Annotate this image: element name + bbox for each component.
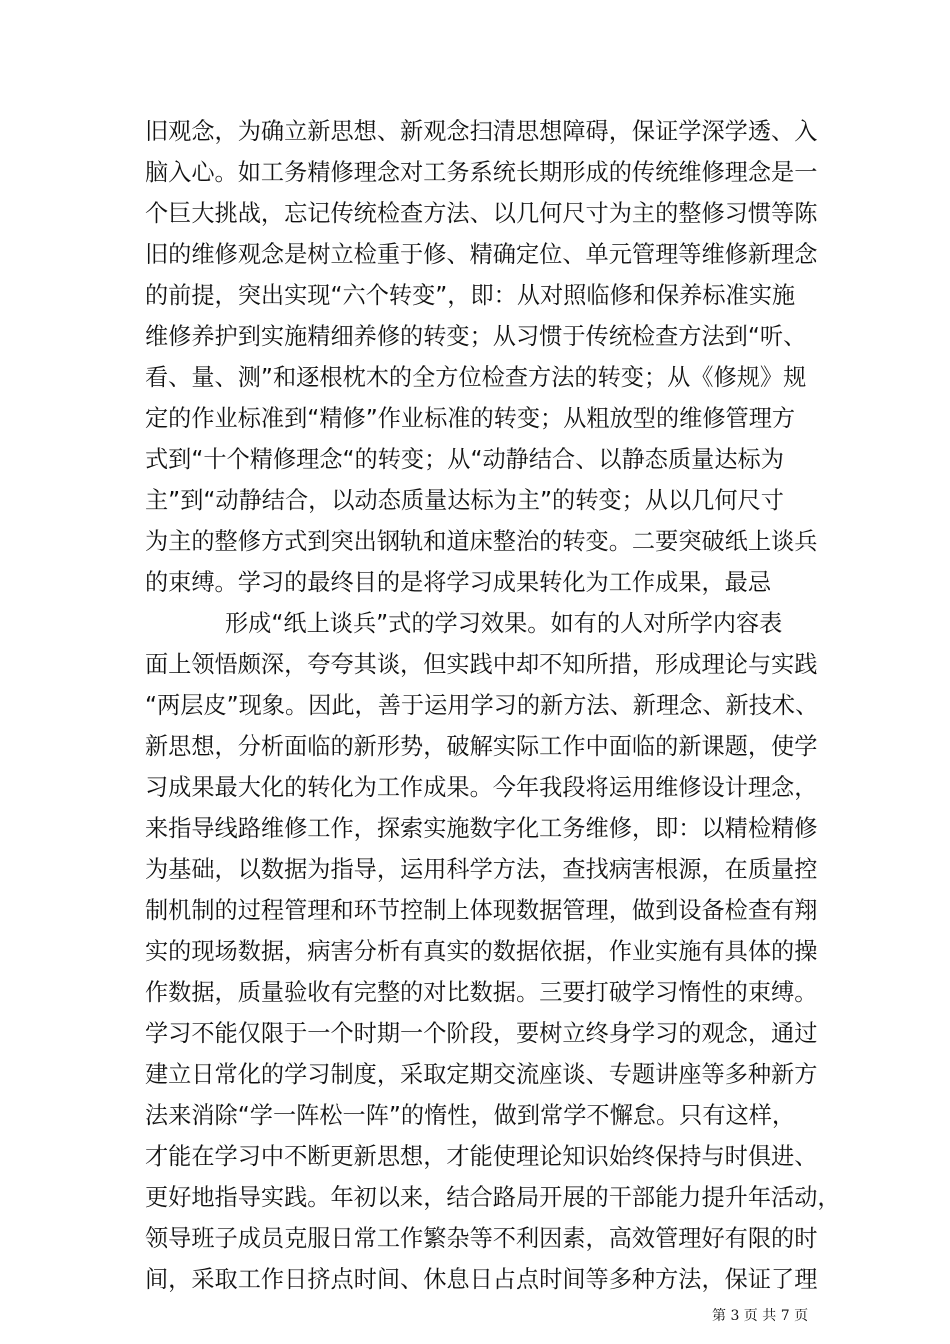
text-line-18: 来指导线路维修工作，探索实施数字化工务维修，即：以精检精修 bbox=[145, 815, 818, 842]
text-line-17: 习成果最大化的转化为工作成果。今年我段将运用维修设计理念， bbox=[145, 774, 818, 801]
text-line-26: 才能在学习中不断更新思想，才能使理论知识始终保持与时俱进、 bbox=[145, 1143, 818, 1170]
text-line-27: 更好地指导实践。年初以来，结合路局开展的干部能力提升年活动， bbox=[145, 1184, 841, 1211]
text-line-12: 的束缚。学习的最终目的是将学习成果转化为工作成果，最忌 bbox=[145, 569, 772, 596]
text-line-15: “两层皮”现象。因此，善于运用学习的新方法、新理念、新技术、 bbox=[145, 692, 819, 719]
text-line-3: 个巨大挑战，忘记传统检查方法、以几何尺寸为主的整修习惯等陈 bbox=[145, 200, 818, 227]
page-number: 第 3 页 共 7 页 bbox=[712, 1308, 809, 1324]
text-line-16: 新思想，分析面临的新形势，破解实际工作中面临的新课题，使学 bbox=[145, 733, 818, 760]
text-line-19: 为基础，以数据为指导，运用科学方法，查找病害根源，在质量控 bbox=[145, 856, 818, 883]
text-line-9: 式到“十个精修理念“的转变；从“动静结合、以静态质量达标为 bbox=[145, 446, 784, 473]
text-line-20: 制机制的过程管理和环节控制上体现数据管理，做到设备检查有翔 bbox=[145, 897, 818, 924]
text-line-22: 作数据，质量验收有完整的对比数据。三要打破学习惰性的束缚。 bbox=[145, 979, 818, 1006]
text-line-10: 主”到“动静结合，以动态质量达标为主”的转变；从以几何尺寸 bbox=[145, 487, 784, 514]
text-line-24: 建立日常化的学习制度，采取定期交流座谈、专题讲座等多种新方 bbox=[145, 1061, 818, 1088]
text-line-6: 维修养护到实施精细养修的转变；从习惯于传统检查方法到“听、 bbox=[145, 323, 807, 350]
text-line-28: 领导班子成员克服日常工作繁杂等不利因素，高效管理好有限的时 bbox=[145, 1225, 818, 1252]
text-line-7: 看、量、测”和逐根枕木的全方位检查方法的转变；从《修规》规 bbox=[145, 364, 807, 391]
text-line-8: 定的作业标准到“精修”作业标准的转变；从粗放型的维修管理方 bbox=[145, 405, 796, 432]
text-line-14: 面上领悟颇深，夸夸其谈，但实践中却不知所措，形成理论与实践 bbox=[145, 651, 818, 678]
text-line-2: 脑入心。如工务精修理念对工务系统长期形成的传统维修理念是一 bbox=[145, 159, 818, 186]
text-line-4: 旧的维修观念是树立检重于修、精确定位、单元管理等维修新理念 bbox=[145, 241, 818, 268]
text-line-23: 学习不能仅限于一个时期一个阶段，要树立终身学习的观念，通过 bbox=[145, 1020, 818, 1047]
text-line-29: 间，采取工作日挤点时间、休息日占点时间等多种方法，保证了理 bbox=[145, 1266, 818, 1293]
text-line-1: 旧观念，为确立新思想、新观念扫清思想障碍，保证学深学透、入 bbox=[145, 118, 818, 145]
text-line-21: 实的现场数据，病害分析有真实的数据依据，作业实施有具体的操 bbox=[145, 938, 818, 965]
text-line-25: 法来消除“学一阵松一阵”的惰性，做到常学不懈怠。只有这样， bbox=[145, 1102, 796, 1129]
text-line-5: 的前提，突出实现“六个转变”，即：从对照临修和保养标准实施 bbox=[145, 282, 796, 309]
text-line-11: 为主的整修方式到突出钢轨和道床整治的转变。二要突破纸上谈兵 bbox=[145, 528, 818, 555]
text-line-13: 形成“纸上谈兵”式的学习效果。如有的人对所学内容表 bbox=[225, 610, 783, 637]
